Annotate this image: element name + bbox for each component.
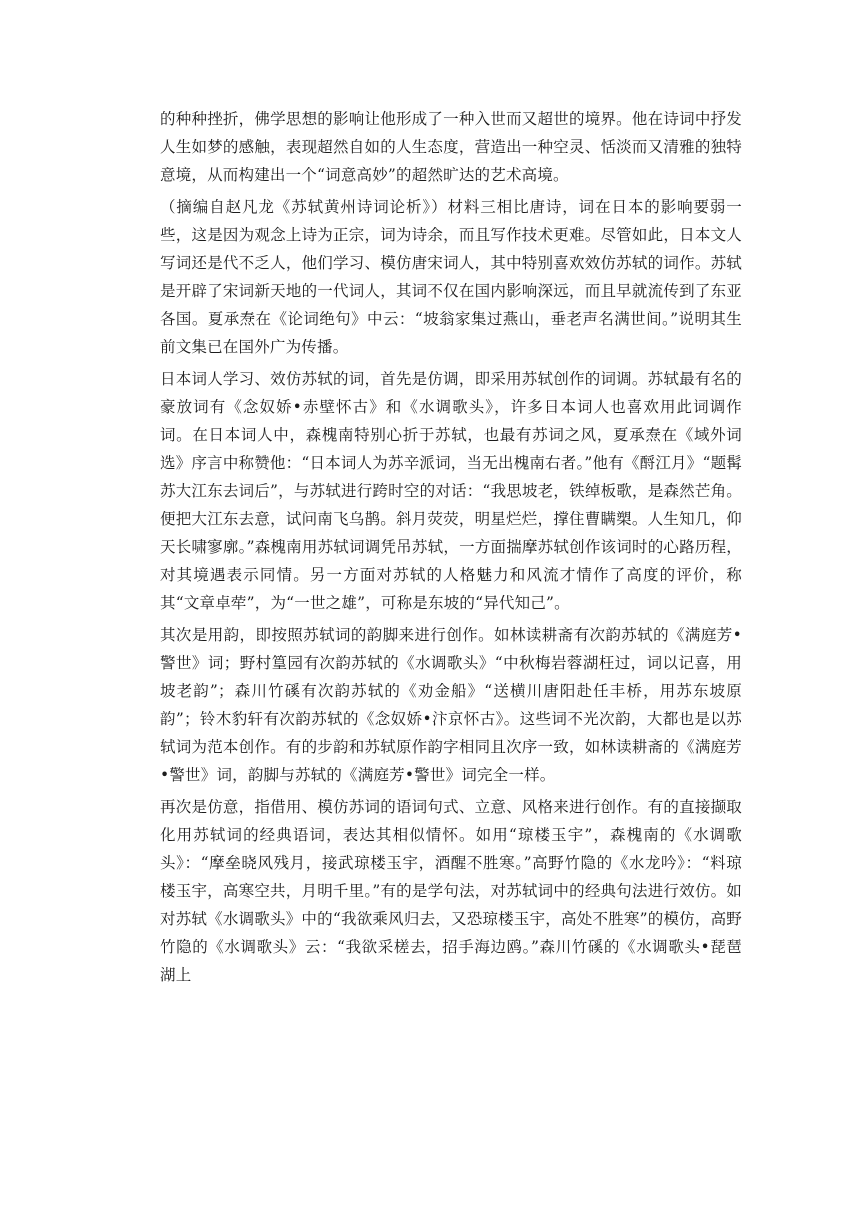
- document-page: [160, 105, 742, 993]
- paragraph-2: （摘编自赵凡龙《苏轼黄州诗词论析》）材料三相比唐诗，词在日本的影响要弱一些，这是因为观念上诗为正宗，词为诗余，而且写作技术更难。尽管如此，日本文人写词还是代不乏人，他们学习、模仿唐宋词人，其中特别喜欢效仿苏轼的词作。苏轼是开辟了宋词新天地的一代词人，其词不仅在国内影响深远，而且早就流传到了东亚各国。夏承焘在《论词绝句》中云：“坡翁家集过燕山，垂老声名满世间。”说明其生前文集已在国外广为传播。: [160, 198, 742, 356]
- paragraph-5: 再次是仿意，指借用、模仿苏词的语词句式、立意、风格来进行创作。有的直接撷取化用苏轼词的经典语词，表达其相似情怀。如用“琼楼玉宇”，森槐南的《水调歌头》：“摩垒晓风残月，接武琼楼玉宇，酒醒不胜寒。”高野竹隐的《水龙吟》：“料琼楼玉宇，高寒空共，月明千里。”有的是学句法，对苏轼词中的经典句法进行效仿。如对苏轼《水调歌头》中的“我欲乘风归去，又恐琼楼玉宇，高处不胜寒”的模仿，高野竹隐的《水调歌头》云：“我欲采槎去，招手海边鸥。”森川竹磎的《水调歌头•琵琶湖上: [160, 798, 742, 984]
- paragraph-1: 的种种挫折，佛学思想的影响让他形成了一种入世而又超世的境界。他在诗词中抒发人生如梦的感触，表现超然自如的人生态度，营造出一种空灵、恬淡而又清雅的独特意境，从而构建出一个“词意高妙”的超然旷达的艺术高境。: [160, 110, 742, 184]
- paragraph-3: 日本词人学习、效仿苏轼的词，首先是仿调，即采用苏轼创作的词调。苏轼最有名的豪放词有《念奴娇•赤壁怀古》和《水调歌头》，许多日本词人也喜欢用此词调作词。在日本词人中，森槐南特别心折于苏轼，也最有苏词之风，夏承焘在《域外词选》序言中称赞他：“日本词人为苏辛派词，当无出槐南右者。”他有《酹江月》“题髯苏大江东去词后”，与苏轼进行跨时空的对话：“我思坡老，铁绰板歌，是森然芒角。便把大江东去意，试问南飞乌鹊。斜月荧荧，明星烂烂，撑住曹瞒槊。人生知几，仰天长啸寥廓。”森槐南用苏轼词调凭吊苏轼，一方面揣摩苏轼创作该词时的心路历程，对其境遇表示同情。另一方面对苏轼的人格魅力和风流才情作了高度的评价，称其“文章卓荦”，为“一世之雄”，可称是东坡的“异代知己”。: [160, 370, 742, 612]
- paragraph-4: 其次是用韵，即按照苏轼词的韵脚来进行创作。如林读耕斋有次韵苏轼的《满庭芳•警世》词；野村篁园有次韵苏轼的《水调歌头》“中秋梅岩蓉湖枉过，词以记喜，用坡老韵”；森川竹磎有次韵苏轼的《劝金船》“送横川唐阳赴任丰桥，用苏东坡原韵”；铃木豹轩有次韵苏轼的《念奴娇•汴京怀古》。这些词不光次韵，大都也是以苏轼词为范本创作。有的步韵和苏轼原作韵字相同且次序一致，如林读耕斋的《满庭芳•警世》词，韵脚与苏轼的《满庭芳•警世》词完全一样。: [160, 626, 742, 784]
